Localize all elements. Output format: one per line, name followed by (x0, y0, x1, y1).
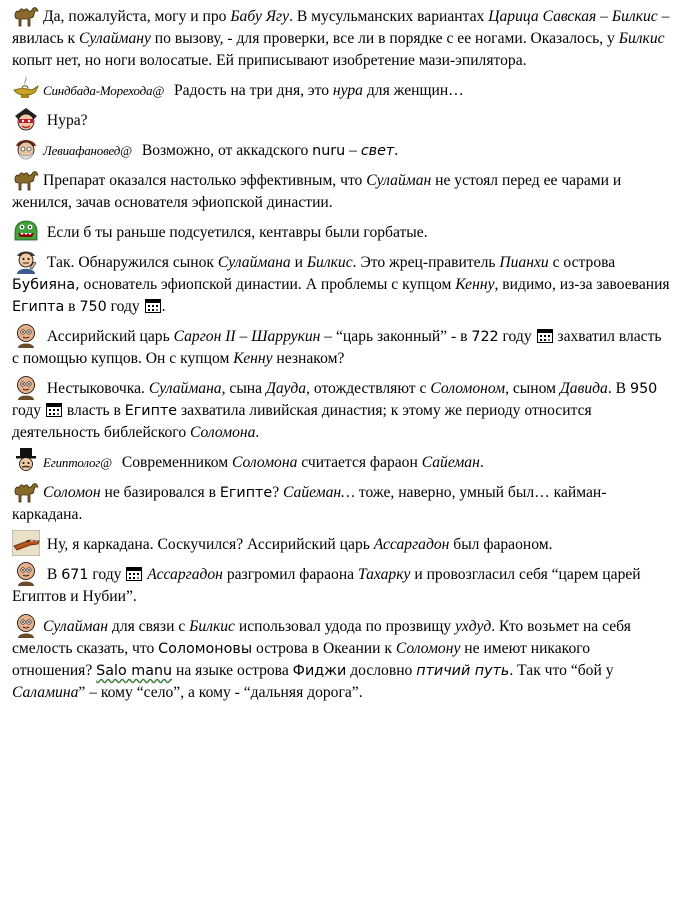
post-text: не имеют никакого отношения? (12, 640, 591, 679)
post-text: Нура? (43, 112, 88, 129)
forum-post (12, 448, 672, 474)
emphasized-text: Билкис (189, 618, 235, 635)
post-text: на языке острова (172, 662, 293, 679)
emphasized-text: Сулайман (43, 618, 108, 635)
emphasized-text: Сулайман (366, 172, 432, 189)
emphasized-text: Царица Савская – Билкис (488, 8, 658, 25)
forum-post (12, 560, 672, 608)
post-text: , видимо, из-за завоевания (494, 276, 670, 293)
post-text: копыт нет, но ноги волосатые. Ей приписывают изобретение мази-эпилятора. (12, 52, 527, 69)
author-nickname: Левиафановед@ (43, 143, 132, 158)
calendar-icon (46, 403, 62, 417)
post-text: – “царь законный” - в (320, 328, 472, 345)
post-text: Препарат оказался настолько эффективным, что (43, 172, 367, 189)
post-text: для женщин… (362, 82, 464, 99)
post-text: захватил власть с помощью купцов. Он с купцом (12, 328, 662, 367)
post-text: . В мусульманских вариантах (289, 8, 489, 25)
emphasized-text: Дауда, (265, 380, 310, 397)
emphasized-text: Бабу Ягу (230, 8, 290, 25)
post-text: Да, пожалуйста, могу и про (43, 8, 231, 25)
emphasized-text: птичий путь (416, 663, 510, 679)
emphasized-text: Соломон (43, 484, 101, 501)
calendar-icon (537, 329, 553, 343)
document-body (12, 2, 672, 708)
emphasized-text: Кенну (455, 276, 495, 293)
post-text: Так. Обнаружился сынок (43, 254, 218, 271)
emphasized-text: Сулаймана, (148, 380, 226, 397)
post-text: . (479, 454, 484, 471)
post-text: основатель эфиопской династии. А проблемы с купцом (79, 276, 456, 293)
emphasized-text: Соломоном (430, 380, 506, 397)
thinker-icon (12, 248, 40, 274)
emphasized-text: Ассаргадон (373, 536, 450, 553)
post-text: . (394, 142, 399, 159)
post-text: Ну, я каркадана. Соскучился? Ассирийский царь (43, 536, 374, 553)
emphasized-text: Кенну (233, 350, 273, 367)
forum-post (12, 478, 672, 526)
post-text: дословно (346, 662, 417, 679)
post-text: в (64, 298, 80, 315)
emphasized-text: ухдуд (455, 618, 492, 635)
calendar-icon (145, 299, 161, 313)
post-text: – (345, 142, 361, 159)
forum-post (12, 612, 672, 704)
emphasized-text: Соломону (395, 640, 461, 657)
emphasized-text: Фиджи (292, 663, 347, 679)
calendar-icon (126, 567, 142, 581)
post-text: тоже, наверно, умный был… кайман-каркадана. (12, 484, 607, 523)
post-text: . Кто возьмет на себя смелость сказать, что (12, 618, 631, 657)
bald-man-icon (12, 560, 40, 586)
emphasized-text: Сулаймана (217, 254, 291, 271)
emphasized-text: 750 (79, 299, 107, 315)
emphasized-text: Salo manu (96, 663, 173, 679)
top-hat-icon (12, 448, 40, 474)
post-text: , сыном (505, 380, 560, 397)
emphasized-text: Соломона (190, 424, 256, 441)
post-text: . В (607, 380, 630, 397)
emphasized-text: Билкис (306, 254, 353, 271)
emphasized-text: Сайеман (421, 454, 480, 471)
post-text: по вызову, - для проверки, все ли в порядке с ее ногами. Оказалось, у (150, 30, 619, 47)
post-text: разгромил фараона (222, 566, 358, 583)
emphasized-text: nuru (312, 143, 346, 159)
camel-icon (12, 2, 40, 28)
post-text: году (12, 402, 45, 419)
camel-icon (12, 166, 40, 192)
bald-man-icon (12, 322, 40, 348)
post-text: – явилась к (12, 8, 670, 47)
post-text: Если б ты раньше подсуетился, кентавры были горбатые. (43, 224, 428, 241)
post-text: и (290, 254, 307, 271)
forum-post (12, 166, 672, 214)
emphasized-text: Бубияна, (12, 277, 80, 293)
post-text: не устоял перед ее чарами и женился, зачав основателя эфиопской династии. (12, 172, 622, 211)
post-text: власть в (62, 402, 125, 419)
post-text: Нестыковочка. (43, 380, 149, 397)
post-text: ” – кому “село”, а кому - “дальняя дорога”. (78, 684, 363, 701)
emphasized-text: 671 (61, 567, 89, 583)
green-monster-icon (12, 218, 40, 244)
post-text: . (255, 424, 260, 441)
forum-post (12, 530, 672, 556)
forum-post (12, 374, 672, 444)
post-text: Ассирийский царь (43, 328, 174, 345)
author-nickname: Египтолог@ (43, 455, 112, 470)
post-text: считается фараон (297, 454, 422, 471)
post-text: захватила ливийская династия; к этому же периоду относится деятельность библейского (12, 402, 592, 441)
emphasized-text: Саламина (12, 684, 79, 701)
post-text: . Это жрец-правитель (352, 254, 500, 271)
emphasized-text: Саргон II – Шаррукин (173, 328, 321, 345)
emphasized-text: Сулайману (79, 30, 151, 47)
crocodile-icon (12, 530, 40, 556)
emphasized-text: нура (332, 82, 363, 99)
post-text: отождествляют с (309, 380, 431, 397)
post-text: . Так что “бой у (509, 662, 614, 679)
post-text: году (88, 566, 126, 583)
emphasized-text: Соломона (232, 454, 298, 471)
post-text: для связи с (107, 618, 190, 635)
post-text: Радость на три дня, это (170, 82, 333, 99)
author-nickname: Синдбада-Морехода@ (43, 83, 165, 98)
bald-man-icon (12, 612, 40, 638)
post-text: острова в Океании к (252, 640, 396, 657)
emphasized-text: Египта (12, 299, 65, 315)
bald-man-icon (12, 374, 40, 400)
emphasized-text: Египте (124, 403, 178, 419)
post-text: Современником (117, 454, 232, 471)
post-text: году (498, 328, 536, 345)
forum-post (12, 2, 672, 72)
post-text: . (161, 298, 166, 315)
post-text: сына (225, 380, 266, 397)
emphasized-text: Соломоновы (158, 641, 253, 657)
emphasized-text: 722 (471, 329, 499, 345)
post-text: незнаком? (272, 350, 345, 367)
post-text: использовал удода по прозвищу (234, 618, 456, 635)
emphasized-text: свет (360, 143, 395, 159)
post-text: ? (272, 484, 284, 501)
emphasized-text: 950 (629, 381, 658, 397)
lamp-icon (12, 76, 40, 102)
post-text: был фараоном. (449, 536, 553, 553)
emphasized-text: Билкис (618, 30, 665, 47)
emphasized-text: Пианхи (499, 254, 549, 271)
post-text: с острова (548, 254, 616, 271)
old-man-icon (12, 136, 40, 162)
post-text: Возможно, от аккадского (137, 142, 313, 159)
post-text: году (106, 298, 144, 315)
post-text: и провозгласил себя “царем царей Египтов и Нубии”. (12, 566, 641, 605)
forum-post (12, 218, 672, 244)
forum-post (12, 248, 672, 318)
harlequin-icon (12, 106, 40, 132)
camel-icon (12, 478, 40, 504)
emphasized-text: Ассаргадон (147, 566, 223, 583)
emphasized-text: Сайеман… (283, 484, 355, 501)
post-text: не базировался в (100, 484, 220, 501)
emphasized-text: Давида (559, 380, 608, 397)
emphasized-text: Египте (219, 485, 273, 501)
forum-post (12, 106, 672, 132)
post-text: В (43, 566, 62, 583)
emphasized-text: Тахарку (358, 566, 411, 583)
forum-post (12, 76, 672, 102)
forum-post (12, 136, 672, 162)
forum-post (12, 322, 672, 370)
